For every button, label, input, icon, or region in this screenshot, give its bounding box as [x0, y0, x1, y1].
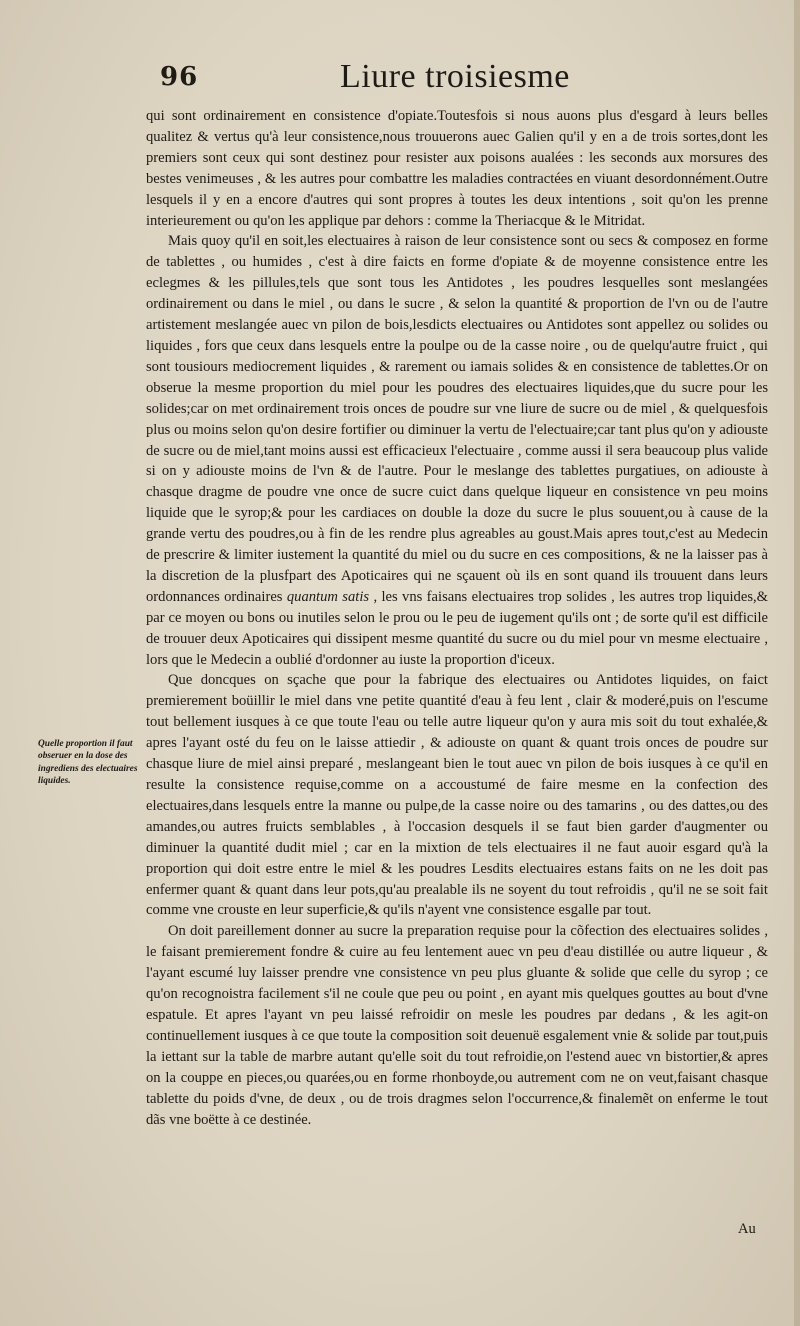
- paragraph-continuation: qui sont ordinairement en consistence d'opiate.Toutesfois si nous auons plus d'esgard à leurs belles qualitez & vertus qu'à leur consistence,nous trouuerons auec Galien qu'il y en a de trois sortes,dont les premiers sont ceux qui sont destinez pour resister aux poisons aualées : les seconds aux morsures des bestes venimeuses , & les autres pour combattre les maladies contractées en viuant desordonnément.Outre lesquels il y en a encore d'autres qui sont propres à toutes les deux intentions , soit qu'on les prenne interieurement ou qu'on les applique par dehors : comme la Theriacque & le Mitridat.: [146, 108, 768, 229]
- latin-phrase: quantum satis: [286, 588, 370, 605]
- paragraph-text: Mais quoy qu'il en soit,les electuaires à raison de leur consistence sont ou secs & composez en forme de tablettes , ou humides , c'est à dire faicts en forme d'opiate & de moyenne consistence entre les eclegmes & les pillules,tels que sont tous les Antidotes , les poudres lesquelles sont meslangées ordinairement ou dans le miel , ou dans le sucre , & selon la quantité & proportion de l'vn ou de l'autre artistement meslangée auec vn pilon de bois,lesdicts electuaires ou Antidotes sont appellez ou solides ou liquides , fors que ceux dans lesquels entre la poulpe ou de la casse noire , ou de quelqu'autre fruict , qui sont tousiours mediocrement liquides , & rarement ou iamais solides & en consistence de tablettes.Or on obserue la mesme proportion du miel pour les poudres des electuaires liquides,que du sucre pour les solides;car on met ordinairement trois onces de poudre sur vne liure de sucre ou de miel , & quelquesfois plus ou moins selon qu'on desire fortifier ou diminuer la vertu de l'electuaire;car tant plus qu'on y adiouste de sucre ou de miel,tant moins aussi est efficacieux l'electuaire , comme aussi il sera beaucoup plus valide si on y adiouste moins de l'vn & de l'autre. Pour le meslange des tablettes purgatiues, on adiouste à chasque dragme de poudre vne once de sucre cuict dans quelque liqueur en consistence vn peu moins liquide que le syrop;& pour les cardiaces on double la doze du sucre le plus souuent,ou à cause de la grande vertu des poudres,ou à fin de les rendre plus agreables au goust.Mais apres tout,c'est au Medecin de prescrire & limiter iustement la quantité du miel ou du sucre en ces compositions, & ne la laisser pas à la discretion de la plusfpart des Apoticaires qui ne sçauent où ils en sont quand ils trouuent dans leurs ordonnances ordinaires: [146, 233, 768, 605]
- paragraph-consistence: [146, 231, 768, 670]
- page-edge: [794, 0, 800, 1326]
- running-head: Liure troisiesme: [340, 58, 570, 95]
- paragraph-solid-electuaries: On doit pareillement donner au sucre la preparation requise pour la cõfection des electuaires solides , le faisant premierement fondre & cuire au feu lentement auec vn peu d'eau distillée ou autre liqueur , & l'ayant escumé luy laisser prendre vne consistence vn peu plus gluante & solide que celle du syrop ; ce qu'on recognoistra facilement s'il ne coule que peu ou point , en ayant mis quelques gouttes au bout d'vne espatule. Et apres l'ayant vn peu laissé refroidir on mesle les poudres par dedans , & les agit-on continuellement iusques à ce que toute la composition soit deuenuë esgalement vnie & solide par tout,puis la iettant sur la table de marbre autant qu'elle soit du tout refroidie,on l'estend auec vn bistortier,& apres on la couppe en pieces,ou quarées,ou en forme rhonboyde,ou autrement com ne on veut,faisant chasque tablette du poids d'vne, de deux , ou de trois dragmes selon l'occurrence,& finalemẽt on enferme le tout dãs vne boëtte à ce destinée.: [146, 923, 768, 1128]
- paragraph-text-cont: , les vns faisans electuaires trop solides , les autres trop liquides,& par ce moyen ou bons ou inutiles selon le prou ou le peu de iugement qu'ils ont ; de sorte qu'il est difficile de trouuer deux Apoticaires qui dissipent mesme quantité du sucre ou du miel pour vn mesme electuaire , lors que le Medecin a oublié d'ordonner au iuste la proportion d'iceux.: [146, 588, 768, 668]
- page-number: 96: [160, 62, 199, 92]
- paragraph-liquid-electuaries: Que doncques on sçache que pour la fabrique des electuaires ou Antidotes liquides, on faict premierement boüillir le miel dans vne petite quantité d'eau à feu lent , clair & moderé,puis on l'escume tout bellement iusques à ce que toute l'eau ou telle autre liqueur qu'on y aura mis soit du tout exhalée,& apres l'ayant osté du feu on le laisse attiedir , & adiouste on quant & quant trois onces de poudre sur chasque liure de miel ainsi preparé , meslangeant bien le tout auec vn pilon de bois iusques à ce qu'il en resulte la consistence requise,comme on a accoustumé de faire mesme en la confection des electuaires,dans lesquels entre la manne ou pulpe,de la casse noire ou des tamarins , ou des dattes,ou des amandes,ou autres fruicts semblables , à l'occasion desquels il se faut bien garder d'augmenter ou diminuer la quantité dudit miel ; car en la mixtion de tels electuaires il ne faut auoir esgard qu'à la proportion qui doit estre entre le miel & les poudres Lesdits electuaires estans faits on ne les doit pas enfermer quant & quant dans leur pots,qu'au prealable ils ne soyent du tout refroidis , qu'il ne se soit fait comme vne crouste en leur superficie,& qu'ils n'ayent vne consistence esgalle par tout.: [146, 672, 768, 919]
- catchword: Au: [738, 1221, 756, 1237]
- marginal-note: Quelle proportion il faut obseruer en la dose des ingrediens des electuaires liquides.: [38, 739, 138, 787]
- text-body: [146, 106, 768, 1130]
